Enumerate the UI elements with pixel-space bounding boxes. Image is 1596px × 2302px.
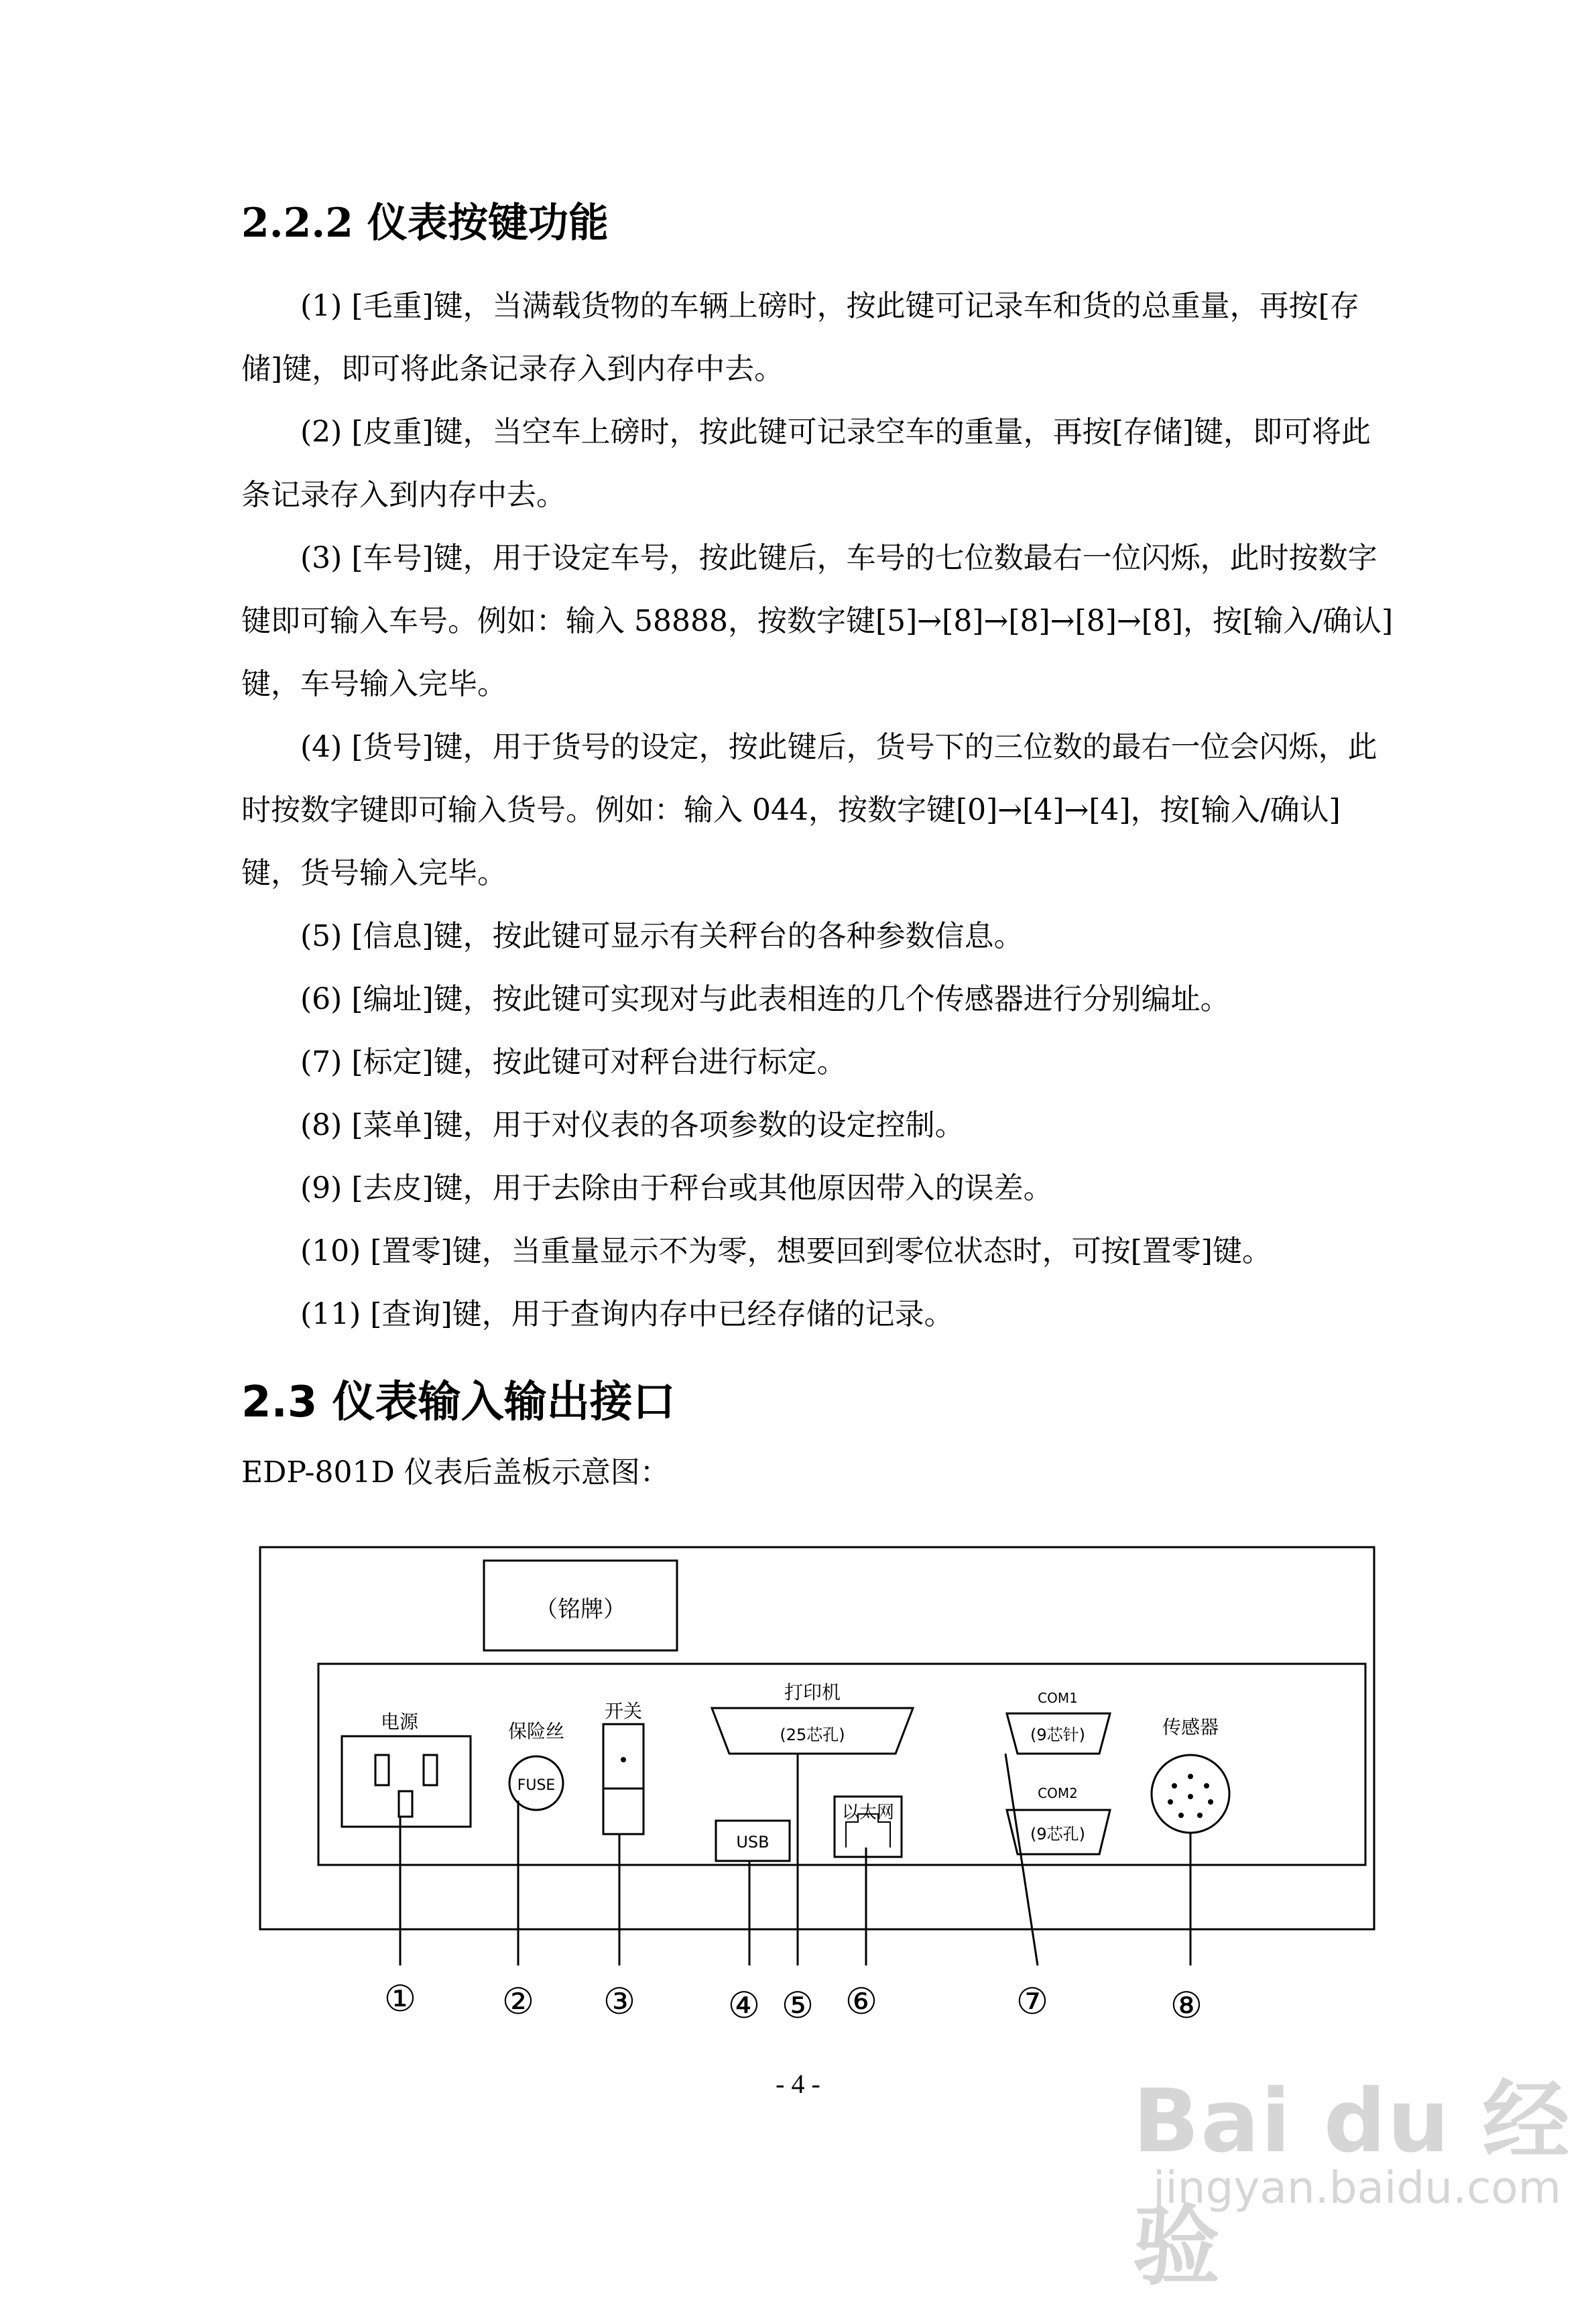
marker-1: ① [383, 1978, 417, 2020]
paragraph-2: (2) [皮重]键，当空车上磅时，按此键可记录空车的重量，再按[存储]键，即可将此条记录存入到内存中去。 [241, 415, 1371, 512]
socket-pin-left [375, 1755, 389, 1785]
page-number: - 4 - [776, 2069, 820, 2099]
paragraph-10: (10) [置零]键，当重量显示不为零，想要回到零位状态时，可按[置零]键。 [300, 1234, 1272, 1268]
printer-label: 打印机 [784, 1681, 841, 1703]
paragraph-8: (8) [菜单]键，用于对仪表的各项参数的设定控制。 [300, 1108, 965, 1142]
switch-label: 开关 [604, 1700, 643, 1722]
switch-body [603, 1724, 643, 1834]
paragraph-1: (1) [毛重]键，当满载货物的车辆上磅时，按此键可记录车和货的总重量，再按[存储]键，即可将此条记录存入到内存中去。 [241, 289, 1359, 386]
ethernet-label: 以太网 [841, 1803, 895, 1823]
section-heading: 2.2.2 仪表按键功能 [241, 200, 609, 247]
marker-6: ⑥ [845, 1980, 878, 2022]
section2-heading: 2.3 仪表输入输出接口 [241, 1378, 676, 1427]
paragraph-4: (4) [货号]键，用于货号的设定，按此键后，货号下的三位数的最右一位会闪烁，此时按数字键即可输入货号。例如：输入 044，按数字键[0]→[4]→[4]，按[输入/确认]键，货号输入完毕。 [241, 730, 1377, 890]
power-label: 电源 [380, 1711, 419, 1733]
fuse-text: FUSE [517, 1777, 556, 1794]
paragraph-9: (9) [去皮]键，用于去除由于秤台或其他原因带入的误差。 [300, 1171, 1053, 1205]
com2-label: COM2 [1038, 1785, 1078, 1801]
watermark-url: jingyan.baidu.com [1153, 2162, 1562, 2214]
marker-8: ⑧ [1170, 1984, 1203, 2026]
marker-3: ③ [603, 1980, 636, 2022]
marker-5: ⑤ [781, 1984, 814, 2026]
com2-port-label: (9芯孔) [1030, 1825, 1085, 1843]
usb-label: USB [736, 1833, 770, 1852]
panel-inner-frame [318, 1664, 1365, 1865]
sensor-label: 传感器 [1162, 1716, 1219, 1738]
connector-dots [621, 1757, 1213, 1818]
paragraph-6: (6) [编址]键，按此键可实现对与此表相连的几个传感器进行分别编址。 [300, 982, 1230, 1016]
socket-pin-right [424, 1755, 437, 1785]
fuse-label: 保险丝 [507, 1720, 565, 1742]
com1-port-label: (9芯针) [1030, 1725, 1085, 1744]
socket-pin-ground [399, 1791, 412, 1817]
paragraph-5: (5) [信息]键，按此键可显示有关秤台的各种参数信息。 [300, 919, 1024, 953]
marker-2: ② [501, 1980, 535, 2022]
power-socket [342, 1736, 471, 1827]
paragraph-7: (7) [标定]键，按此键可对秤台进行标定。 [300, 1045, 847, 1079]
printer-port-label: (25芯孔) [780, 1725, 845, 1744]
figure-caption: EDP-801D 仪表后盖板示意图： [241, 1455, 670, 1490]
paragraph-3: (3) [车号]键，用于设定车号，按此键后，车号的七位数最右一位闪烁，此时按数字键即可输入车号。例如：输入 58888，按数字键[5]→[8]→[8]→[8]→[8]，按[输入/确认]键，车号输入完毕。 [241, 541, 1394, 701]
watermark-logo: Bai du 经验 [1133, 2070, 1571, 2297]
nameplate-label: （铭牌） [535, 1596, 626, 1623]
com1-label: COM1 [1038, 1690, 1078, 1706]
marker-4: ④ [727, 1984, 761, 2026]
marker-7: ⑦ [1016, 1980, 1049, 2022]
paragraph-11: (11) [查询]键，用于查询内存中已经存储的记录。 [300, 1297, 954, 1331]
